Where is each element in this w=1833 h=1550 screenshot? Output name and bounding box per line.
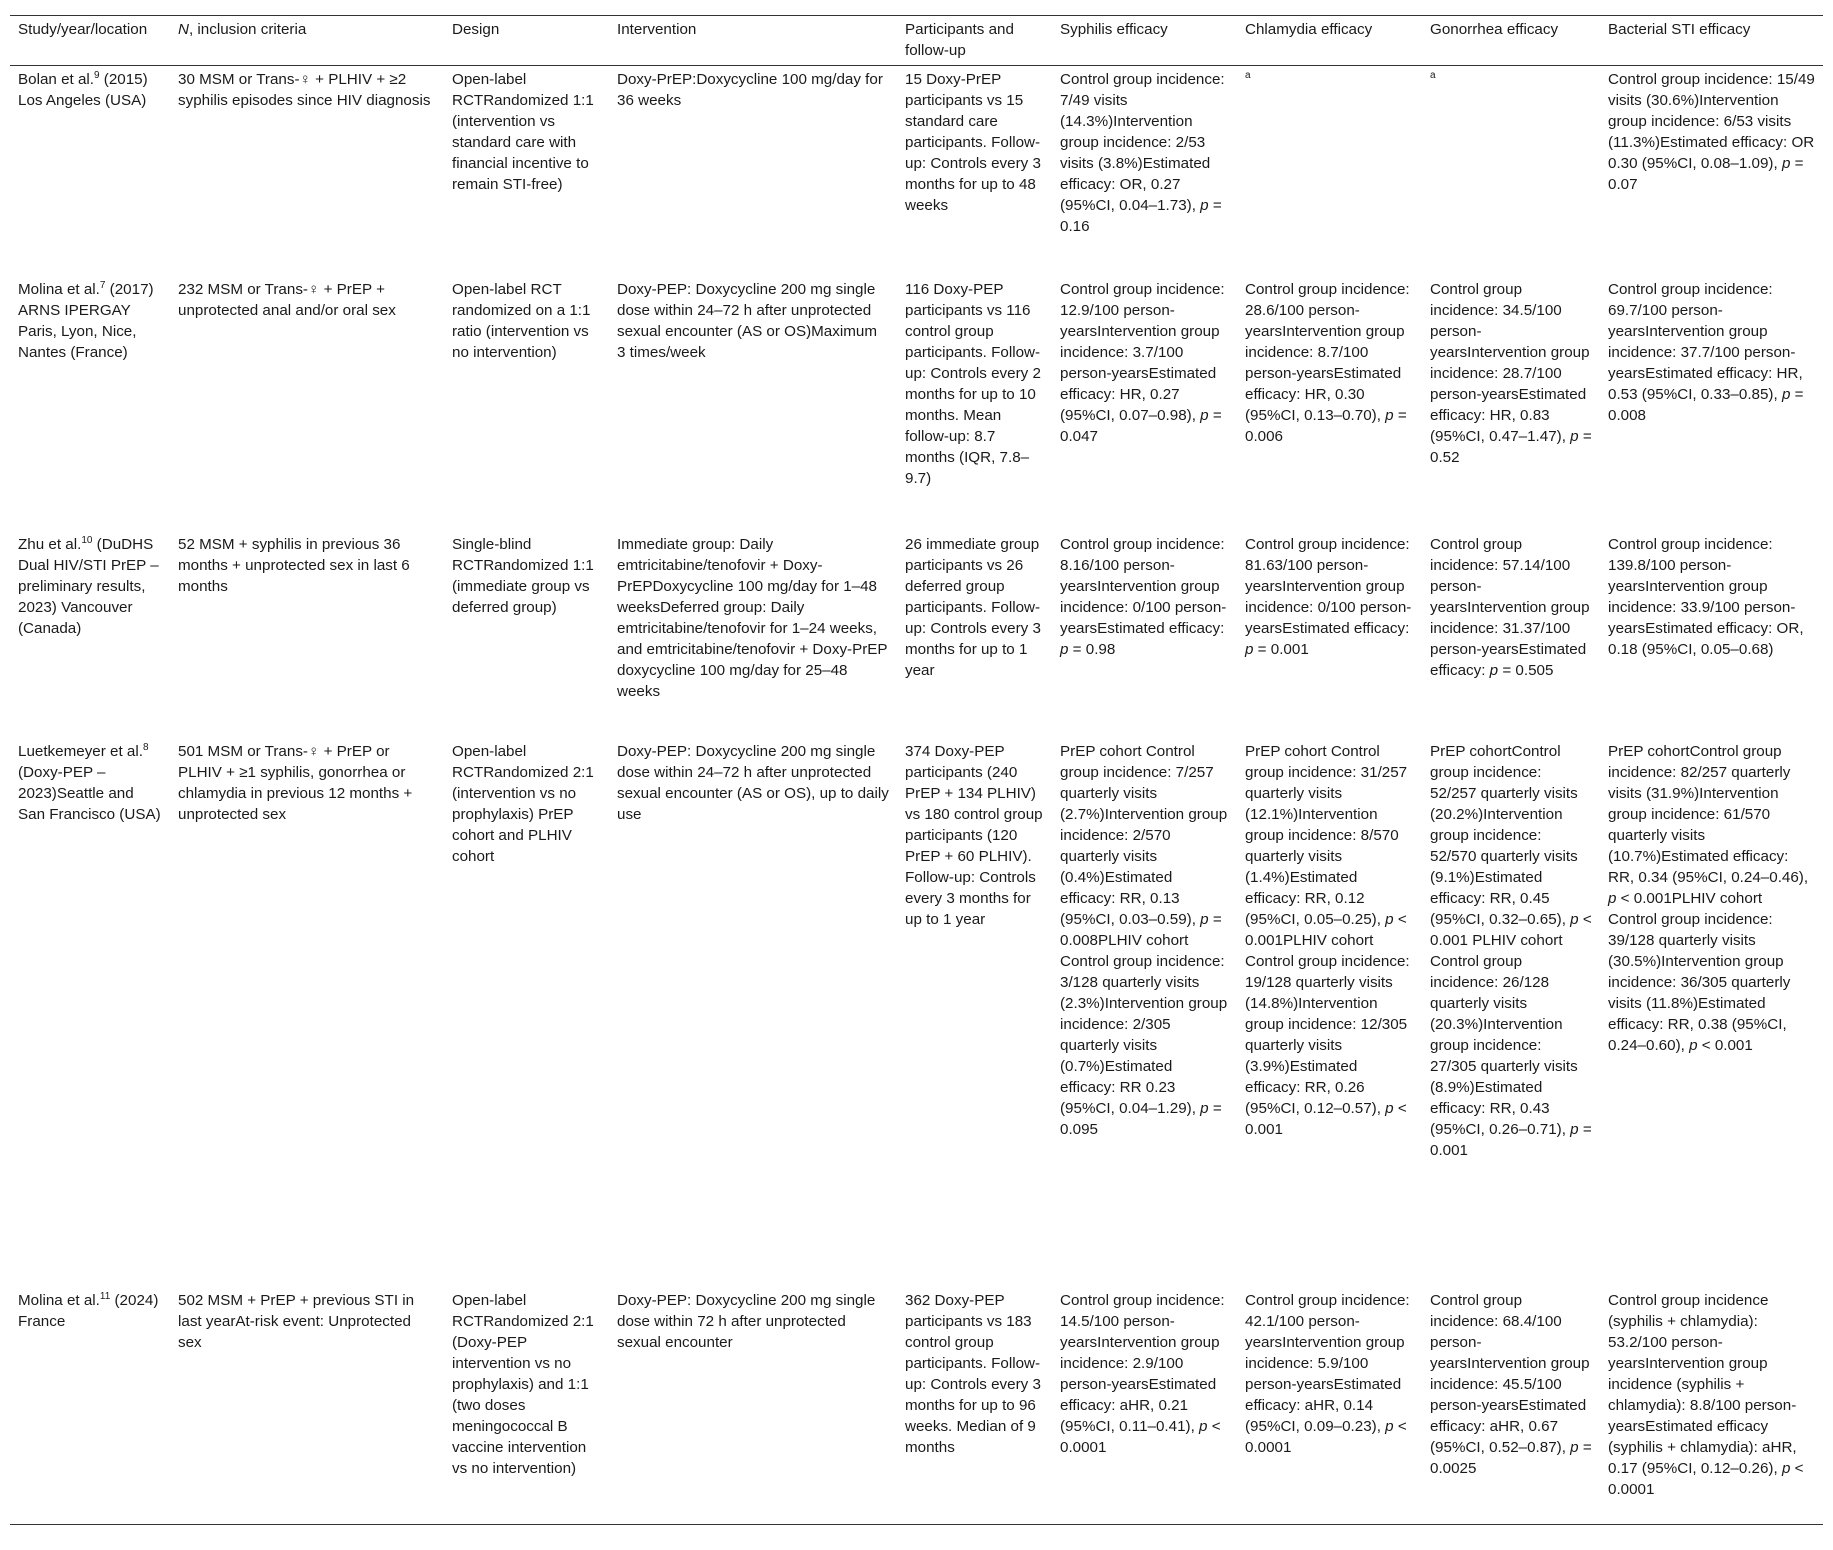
study-cell [10,531,170,738]
p-value: = 0.98 [1068,641,1116,658]
p-value: = 0.0025 [1430,1439,1592,1477]
participants-cell: 26 immediate group participants vs 26 deferred group participants. Follow-up: Controls every 3 months for up to 1 year [905,536,1041,679]
p-value: = 0.16 [1060,197,1222,235]
p-value: = 0.505 [1498,662,1554,679]
p-label: p [1570,428,1579,445]
header-chlamydia [1237,16,1422,66]
header-gonorrhea-label: Gonorrhea efficacy [1430,21,1559,38]
study-cell [10,1287,170,1525]
p-value: = 0.095 [1060,1100,1222,1138]
study-details: (Doxy-PEP – 2023)Seattle and San Francisco (USA) [18,764,161,823]
p-label: p [1689,1037,1698,1054]
p-value: = 0.047 [1060,407,1222,445]
table-body [10,66,1823,1525]
inclusion-cell: 30 MSM or Trans-♀ + PLHIV + ≥2 syphilis episodes since HIV diagnosis [178,71,431,109]
p-label: p [1385,407,1394,424]
participants-cell: 362 Doxy-PEP participants vs 183 control group participants. Follow-up: Controls every 3 months for up to 96 weeks. Median of 9 months [897,1287,1052,1525]
study-details: (2015) Los Angeles (USA) [18,71,148,109]
header-design-label: Design [452,21,500,38]
syphilis-text-plhiv: = 0.008PLHIV cohort Control group incidence: 3/128 quarterly visits (2.3%)Intervention group incidence: 2/305 quarterly visits (0.7%)Estimated efficacy: RR 0.23 (95%CI, 0.04–1.29), [1060,911,1228,1117]
chlamydia-text: PrEP cohort Control group incidence: 31/257 quarterly visits (12.1%)Intervention group incidence: 8/570 quarterly visits (1.4%)Estimated efficacy: RR, 0.12 (95%CI, 0.05–0.25), [1245,743,1408,928]
table-row [10,738,1823,1287]
bacterial-text: PrEP cohortControl group incidence: 82/257 quarterly visits (31.9%)Intervention group incidence: 61/570 quarterly visits (10.7%)Estimated efficacy: RR, 0.34 (95%CI, 0.24–0.46), [1608,743,1809,886]
p-label: p [1385,911,1394,928]
gonorrhea-cell [1422,738,1600,1287]
bacterial-cell [1600,66,1823,277]
p-value: = 0.001 [1430,1121,1592,1159]
study-ref: 11 [99,1290,111,1302]
p-value: < 0.0001 [1608,1460,1804,1498]
design-cell: Open-label RCTRandomized 2:1 (Doxy-PEP intervention vs no prophylaxis) and 1:1 (two doses meningococcal B vaccine intervention vs no intervention) [444,1287,609,1525]
study-author: Zhu et al. [18,536,82,553]
inclusion-cell: 52 MSM + syphilis in previous 36 months + unprotected sex in last 6 months [178,536,410,595]
intervention-cell: Doxy-PEP: Doxycycline 200 mg single dose within 72 h after unprotected sexual encounter [609,1287,897,1525]
p-value: = 0.07 [1608,155,1804,193]
chlamydia-text: Control group incidence: 81.63/100 person-yearsIntervention group incidence: 0/100 person-yearsEstimated efficacy: [1245,536,1412,637]
syphilis-cell [1052,1287,1237,1525]
study-ref: 7 [99,279,106,291]
intervention-cell: Immediate group: Daily emtricitabine/tenofovir + Doxy-PrEPDoxycycline 100 mg/day for 1–48 weeksDeferred group: Daily emtricitabine/tenofovir for 1–24 weeks, and emtricitabine/tenofovir + Doxy-PrEP doxycycline 100 mg/day for 25–48 weeks [617,536,888,700]
gonorrhea-cell [1422,1287,1600,1525]
study-cell [10,66,170,277]
chlamydia-cell [1237,276,1422,531]
syphilis-text: Control group incidence: 8.16/100 person-yearsIntervention group incidence: 0/100 person-yearsEstimated efficacy: [1060,536,1227,637]
p-label: p [1200,407,1209,424]
p-label: p [1385,1418,1394,1435]
syphilis-cell [1052,276,1237,531]
syphilis-cell [1052,531,1237,738]
gonorrhea-text: Control group incidence: 57.14/100 person-yearsIntervention group incidence: 31.37/100 person-yearsEstimated efficacy: [1430,536,1590,679]
p-value: < 0.0001 [1245,1418,1407,1456]
p-value: < 0.001 [1697,1037,1753,1054]
p-label: p [1781,155,1791,172]
syphilis-text: Control group incidence: 7/49 visits (14.3%)Intervention group incidence: 2/53 visits (3.8%)Estimated efficacy: OR, 0.27 (95%CI, 0.04–1.73), [1060,71,1225,214]
design-cell: Open-label RCTRandomized 2:1 (intervention vs no prophylaxis) PrEP cohort and PLHIV cohort [452,743,594,865]
studies-table [10,15,1823,1525]
header-n-label: N [178,21,189,38]
study-author: Molina et al. [18,281,100,298]
participants-cell: 15 Doxy-PrEP participants vs 15 standard care participants. Follow-up: Controls every 3 months for up to 48 weeks [905,71,1041,214]
chlamydia-cell [1237,738,1422,1287]
study-author: Luetkemeyer et al. [18,743,143,760]
syphilis-text: PrEP cohort Control group incidence: 7/257 quarterly visits (2.7%)Intervention group incidence: 2/570 quarterly visits (0.4%)Estimated efficacy: RR, 0.13 (95%CI, 0.03–0.59), [1060,743,1228,928]
table-header [10,16,1823,66]
p-label: p [1608,890,1617,907]
header-row [10,16,1823,66]
header-participants-label: Participants and follow-up [905,21,1014,59]
table-row [10,1287,1823,1525]
p-label: p [1060,641,1069,658]
header-chlamydia-label: Chlamydia efficacy [1245,21,1373,38]
study-ref: 9 [94,69,100,81]
participants-cell: 116 Doxy-PEP participants vs 116 control group participants. Follow-up: Controls every 2 months for up to 10 months. Mean follow-up: 8.7 months (IQR, 7.8–9.7) [905,281,1041,487]
study-author: Bolan et al. [18,71,94,88]
bacterial-text: Control group incidence: 139.8/100 person-yearsIntervention group incidence: 33.9/100 person-yearsEstimated efficacy: OR, 0.18 (95%CI, 0.05–0.68) [1608,536,1804,658]
chlamydia-cell [1237,531,1422,738]
header-study [10,16,170,66]
header-inclusion-label: , inclusion criteria [188,21,307,38]
bacterial-text-plhiv: < 0.001PLHIV cohort Control group incidence: 39/128 quarterly visits (30.5%)Intervention group incidence: 36/305 quarterly visits (11.8%)Estimated efficacy: RR, 0.38 (95%CI, 0.24–0.60), [1608,890,1791,1054]
study-cell [10,738,170,1287]
gonorrhea-cell [1422,531,1600,738]
p-label: p [1385,1100,1394,1117]
header-study-label: Study/year/location [18,21,148,38]
footnote-mark: a [1245,70,1251,81]
p-label: p [1199,1418,1208,1435]
study-author: Molina et al. [18,1292,100,1309]
study-details: (2024) France [18,1292,159,1330]
p-value: < 0.0001 [1060,1418,1221,1456]
p-value: = 0.008 [1608,386,1804,424]
inclusion-cell: 502 MSM + PrEP + previous STI in last yearAt-risk event: Unprotected sex [170,1287,444,1525]
gonorrhea-text: Control group incidence: 68.4/100 person-yearsIntervention group incidence: 45.5/100 person-yearsEstimated efficacy: aHR, 0.67 (95%CI, 0.52–0.87), [1430,1292,1590,1456]
bacterial-cell [1600,1287,1823,1525]
bacterial-text: Control group incidence (syphilis + chlamydia): 53.2/100 person-yearsIntervention group incidence (syphilis + chlamydia): 8.8/100 person-yearsEstimated efficacy (syphilis + chlamydia): aHR, 0.17 (95%CI, 0.12–0.26), [1608,1292,1797,1477]
gonorrhea-text: Control group incidence: 34.5/100 person-yearsIntervention group incidence: 28.7/100 person-yearsEstimated efficacy: HR, 0.83 (95%CI, 0.47–1.47), [1430,281,1590,445]
syphilis-cell [1052,738,1237,1287]
table-row [10,66,1823,277]
bacterial-text: Control group incidence: 69.7/100 person-yearsIntervention group incidence: 37.7/100 person-yearsEstimated efficacy: HR, 0.53 (95%CI, 0.33–0.85), [1608,281,1803,403]
intervention-cell: Doxy-PrEP:Doxycycline 100 mg/day for 36 weeks [617,71,883,109]
syphilis-text: Control group incidence: 14.5/100 person-yearsIntervention group incidence: 2.9/100 person-yearsEstimated efficacy: aHR, 0.21 (95%CI, 0.11–0.41), [1060,1292,1225,1435]
participants-cell: 374 Doxy-PEP participants (240 PrEP + 134 PLHIV) vs 180 control group participants (120 PrEP + 60 PLHIV). Follow-up: Controls every 3 months for up to 1 year [905,743,1043,928]
design-cell: Open-label RCT randomized on a 1:1 ratio (intervention vs no intervention) [452,281,591,361]
header-participants [897,16,1052,66]
header-bacterial [1600,16,1823,66]
p-label: p [1489,662,1499,679]
bacterial-cell [1600,738,1823,1287]
syphilis-cell [1052,66,1237,277]
p-value: = 0.001 [1253,641,1309,658]
syphilis-text: Control group incidence: 12.9/100 person-yearsIntervention group incidence: 3.7/100 person-yearsEstimated efficacy: HR, 0.27 (95%CI, 0.07–0.98), [1060,281,1225,424]
p-label: p [1781,386,1791,403]
study-cell [10,276,170,531]
header-inclusion [170,16,444,66]
gonorrhea-cell [1422,66,1600,277]
inclusion-cell: 501 MSM or Trans-♀ + PrEP or PLHIV + ≥1 syphilis, gonorrhea or chlamydia in previous 12 months + unprotected sex [178,743,413,823]
p-value: < 0.001 [1245,1100,1407,1138]
inclusion-cell: 232 MSM or Trans-♀ + PrEP + unprotected anal and/or oral sex [178,281,396,319]
header-intervention-label: Intervention [617,21,697,38]
study-ref: 10 [81,534,93,546]
footnote-mark: a [1430,70,1436,81]
intervention-cell: Doxy-PEP: Doxycycline 200 mg single dose within 24–72 h after unprotected sexual encounter (AS or OS)Maximum 3 times/week [617,281,877,361]
intervention-cell: Doxy-PEP: Doxycycline 200 mg single dose within 24–72 h after unprotected sexual encounter (AS or OS), up to daily use [617,743,889,823]
bacterial-text: Control group incidence: 15/49 visits (30.6%)Intervention group incidence: 6/53 visits (11.3%)Estimated efficacy: OR 0.30 (95%CI, 0.08–1.09), [1608,71,1815,172]
gonorrhea-text: PrEP cohortControl group incidence: 52/257 quarterly visits (20.2%)Intervention group incidence: 52/570 quarterly visits (9.1%)Estimated efficacy: RR, 0.45 (95%CI, 0.32–0.65), [1430,743,1578,928]
design-cell: Single-blind RCTRandomized 1:1 (immediate group vs deferred group) [452,536,594,616]
gonorrhea-text-plhiv: < 0.001 PLHIV cohort Control group incidence: 26/128 quarterly visits (20.3%)Intervention group incidence: 27/305 quarterly visits (8.9%)Estimated efficacy: RR, 0.43 (95%CI, 0.26–0.71), [1430,911,1592,1138]
table-row [10,276,1823,531]
p-label: p [1570,911,1579,928]
p-label: p [1570,1439,1579,1456]
header-bacterial-label: Bacterial STI efficacy [1608,21,1751,38]
header-syphilis-label: Syphilis efficacy [1060,21,1168,38]
gonorrhea-cell [1422,276,1600,531]
p-label: p [1570,1121,1579,1138]
header-design [444,16,609,66]
p-value: = 0.006 [1245,407,1407,445]
chlamydia-text: Control group incidence: 28.6/100 person-yearsIntervention group incidence: 8.7/100 person-yearsEstimated efficacy: HR, 0.30 (95%CI, 0.13–0.70), [1245,281,1410,424]
p-label: p [1781,1460,1791,1477]
chlamydia-text-plhiv: < 0.001PLHIV cohort Control group incidence: 19/128 quarterly visits (14.8%)Intervention group incidence: 12/305 quarterly visits (3.9%)Estimated efficacy: RR, 0.26 (95%CI, 0.12–0.57), [1245,911,1410,1117]
p-label: p [1200,197,1209,214]
bacterial-cell [1600,531,1823,738]
chlamydia-text: Control group incidence: 42.1/100 person-yearsIntervention group incidence: 5.9/100 person-yearsEstimated efficacy: aHR, 0.14 (95%CI, 0.09–0.23), [1245,1292,1410,1435]
study-details: (DuDHS Dual HIV/STI PrEP – preliminary results, 2023) Vancouver (Canada) [18,536,159,637]
p-value: = 0.52 [1430,428,1592,466]
p-label: p [1200,1100,1209,1117]
header-intervention [609,16,897,66]
header-syphilis [1052,16,1237,66]
header-gonorrhea [1422,16,1600,66]
p-label: p [1200,911,1209,928]
chlamydia-cell [1237,1287,1422,1525]
chlamydia-cell [1237,66,1422,277]
study-ref: 8 [142,741,149,753]
bacterial-cell [1600,276,1823,531]
table-row [10,531,1823,738]
study-details: (2017) ARNS IPERGAY Paris, Lyon, Nice, Nantes (France) [18,281,154,361]
design-cell: Open-label RCTRandomized 1:1 (intervention vs standard care with financial incentive to remain STI-free) [452,71,594,193]
p-label: p [1245,641,1254,658]
table-container [10,15,1823,1525]
